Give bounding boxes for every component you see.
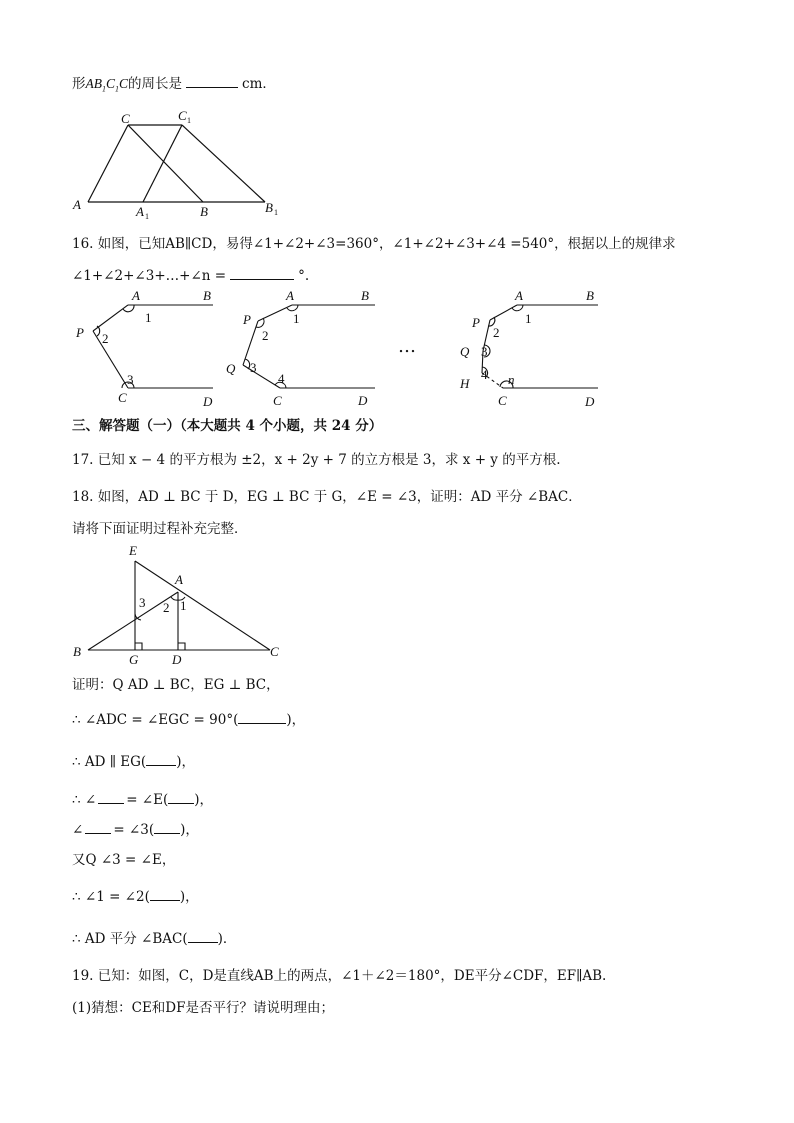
proof-blank-4[interactable] <box>168 790 194 804</box>
c-angle-3: 3 <box>481 344 488 359</box>
proof-3b: )， <box>176 754 195 770</box>
t-label-B: B <box>73 644 81 659</box>
label-A1: A <box>136 204 144 219</box>
b-label-Q: Q <box>226 361 236 376</box>
q15-answer-blank[interactable] <box>186 74 238 88</box>
a-label-D: D <box>203 394 213 409</box>
c-label-D: D <box>585 394 595 409</box>
t-label-A: A <box>175 572 183 587</box>
q16-prefix: ∠1+∠2+∠3+…+∠n = <box>72 268 227 284</box>
b-label-P: P <box>243 312 251 327</box>
t-angle-2: 2 <box>163 600 170 615</box>
proof-7a: ∴ ∠1 = ∠2( <box>72 889 150 905</box>
t-label-G: G <box>129 652 139 667</box>
proof-5b: = ∠3( <box>113 822 155 838</box>
figure-18-triangle <box>70 540 300 670</box>
proof-5a: ∠ <box>72 822 84 838</box>
proof-4b: = ∠E( <box>126 792 169 808</box>
a-angle-1: 1 <box>145 310 152 325</box>
label-C1-sub: 1 <box>187 116 191 125</box>
proof-7b: )， <box>179 889 199 905</box>
proof-line-4 <box>72 790 213 809</box>
proof-3a: ∴ AD ∥ EG( <box>72 754 147 770</box>
c-label-B: B <box>586 288 594 303</box>
proof-blank-3[interactable] <box>98 790 124 804</box>
a-label-A: A <box>132 288 140 303</box>
c-label-A: A <box>515 288 523 303</box>
q16-line2 <box>72 266 309 285</box>
q15-prefix: 形 <box>72 76 86 92</box>
proof-blank-7[interactable] <box>150 887 180 901</box>
q15-tail <box>72 74 276 99</box>
c-label-P: P <box>472 315 480 330</box>
a-label-B: B <box>203 288 211 303</box>
proof-line-8 <box>72 929 236 948</box>
proof-line-3 <box>72 752 195 771</box>
label-A: A <box>73 197 81 212</box>
b-angle-2: 2 <box>262 328 269 343</box>
q18-line1: 18. 如图，AD ⊥ BC 于 D，EG ⊥ BC 于 G，∠E = ∠3，证明：AD 平分 ∠BAC． <box>72 489 582 505</box>
a-angle-2: 2 <box>102 331 109 346</box>
figure-16c <box>455 285 615 410</box>
proof-2b: )， <box>286 712 306 728</box>
b-label-B: B <box>361 288 369 303</box>
q16-suffix: °. <box>298 268 310 284</box>
label-B1: B <box>265 200 273 215</box>
c-label-H: H <box>460 376 470 391</box>
t-label-C: C <box>270 644 279 659</box>
q19-line2: (1)猜想：CE和DF是否平行？请说明理由； <box>72 1000 334 1016</box>
proof-2a: ∴ ∠ADC = ∠EGC = 90°( <box>72 712 239 728</box>
t-angle-1: 1 <box>180 598 187 613</box>
q16-answer-blank[interactable] <box>230 266 294 280</box>
label-B1-sub: 1 <box>274 208 278 217</box>
proof-blank-6[interactable] <box>154 820 180 834</box>
q19-line1: 19. 已知：如图，C，D是直线AB上的两点，∠1＋∠2＝180°，DE平分∠CDF，EF∥AB. <box>72 968 607 984</box>
q15-unit: cm． <box>242 76 276 92</box>
proof-blank-8[interactable] <box>188 929 218 943</box>
c-label-C: C <box>498 393 507 408</box>
b-angle-1: 1 <box>293 311 300 326</box>
figure-16-ellipsis: … <box>398 336 418 357</box>
proof-4a: ∴ ∠ <box>72 792 97 808</box>
c-angle-4: 4 <box>481 367 488 382</box>
b-label-D: D <box>358 393 368 408</box>
c-angle-n: n <box>508 372 515 387</box>
t-label-D: D <box>172 652 182 667</box>
b-label-A: A <box>286 288 294 303</box>
proof-blank-2[interactable] <box>146 752 176 766</box>
a-angle-3: 3 <box>127 372 134 387</box>
proof-4c: )， <box>194 792 214 808</box>
c-label-Q: Q <box>460 344 470 359</box>
b-angle-3: 3 <box>250 360 257 375</box>
label-B: B <box>200 204 208 219</box>
proof-line-2 <box>72 710 305 729</box>
proof-line-6: 又Q ∠3 = ∠E， <box>72 852 176 868</box>
q15-shape: $AB_1C_1C$ <box>85 76 129 94</box>
figure-16a <box>70 285 230 410</box>
c-angle-1: 1 <box>525 311 532 326</box>
t-angle-3: 3 <box>139 595 146 610</box>
section-3-title: 三、解答题（一）（本大题共 4 个小题，共 24 分） <box>72 418 383 434</box>
proof-8b: )． <box>217 931 237 947</box>
figure-16b <box>220 285 390 410</box>
proof-line-1: 证明：Q AD ⊥ BC，EG ⊥ BC， <box>72 677 280 693</box>
c-angle-2: 2 <box>493 325 500 340</box>
proof-line-7 <box>72 887 199 906</box>
proof-line-5 <box>72 820 199 839</box>
q16-line1: 16. 如图，已知AB∥CD，易得∠1+∠2+∠3=360°，∠1+∠2+∠3+∠4 =540°，根据以上的规律求 <box>72 236 676 252</box>
label-A1-sub: 1 <box>145 212 149 221</box>
b-angle-4: 4 <box>278 371 285 386</box>
proof-blank-5[interactable] <box>85 820 111 834</box>
t-label-E: E <box>129 543 137 558</box>
label-C1: C <box>178 108 187 123</box>
a-label-C: C <box>118 390 127 405</box>
proof-blank-1[interactable] <box>238 710 286 724</box>
proof-5c: )， <box>180 822 199 838</box>
label-C: C <box>121 111 130 126</box>
figure-15-trapezoid <box>60 100 300 225</box>
q17-text: 17. 已知 x − 4 的平方根为 ±2，x + 2y + 7 的立方根是 3，求 x + y 的平方根. <box>72 452 561 468</box>
q18-line2: 请将下面证明过程补充完整． <box>72 521 248 537</box>
a-label-P: P <box>76 325 84 340</box>
q15-suffix: 的周长是 <box>128 76 183 92</box>
b-label-C: C <box>273 393 282 408</box>
proof-8a: ∴ AD 平分 ∠BAC( <box>72 931 188 947</box>
